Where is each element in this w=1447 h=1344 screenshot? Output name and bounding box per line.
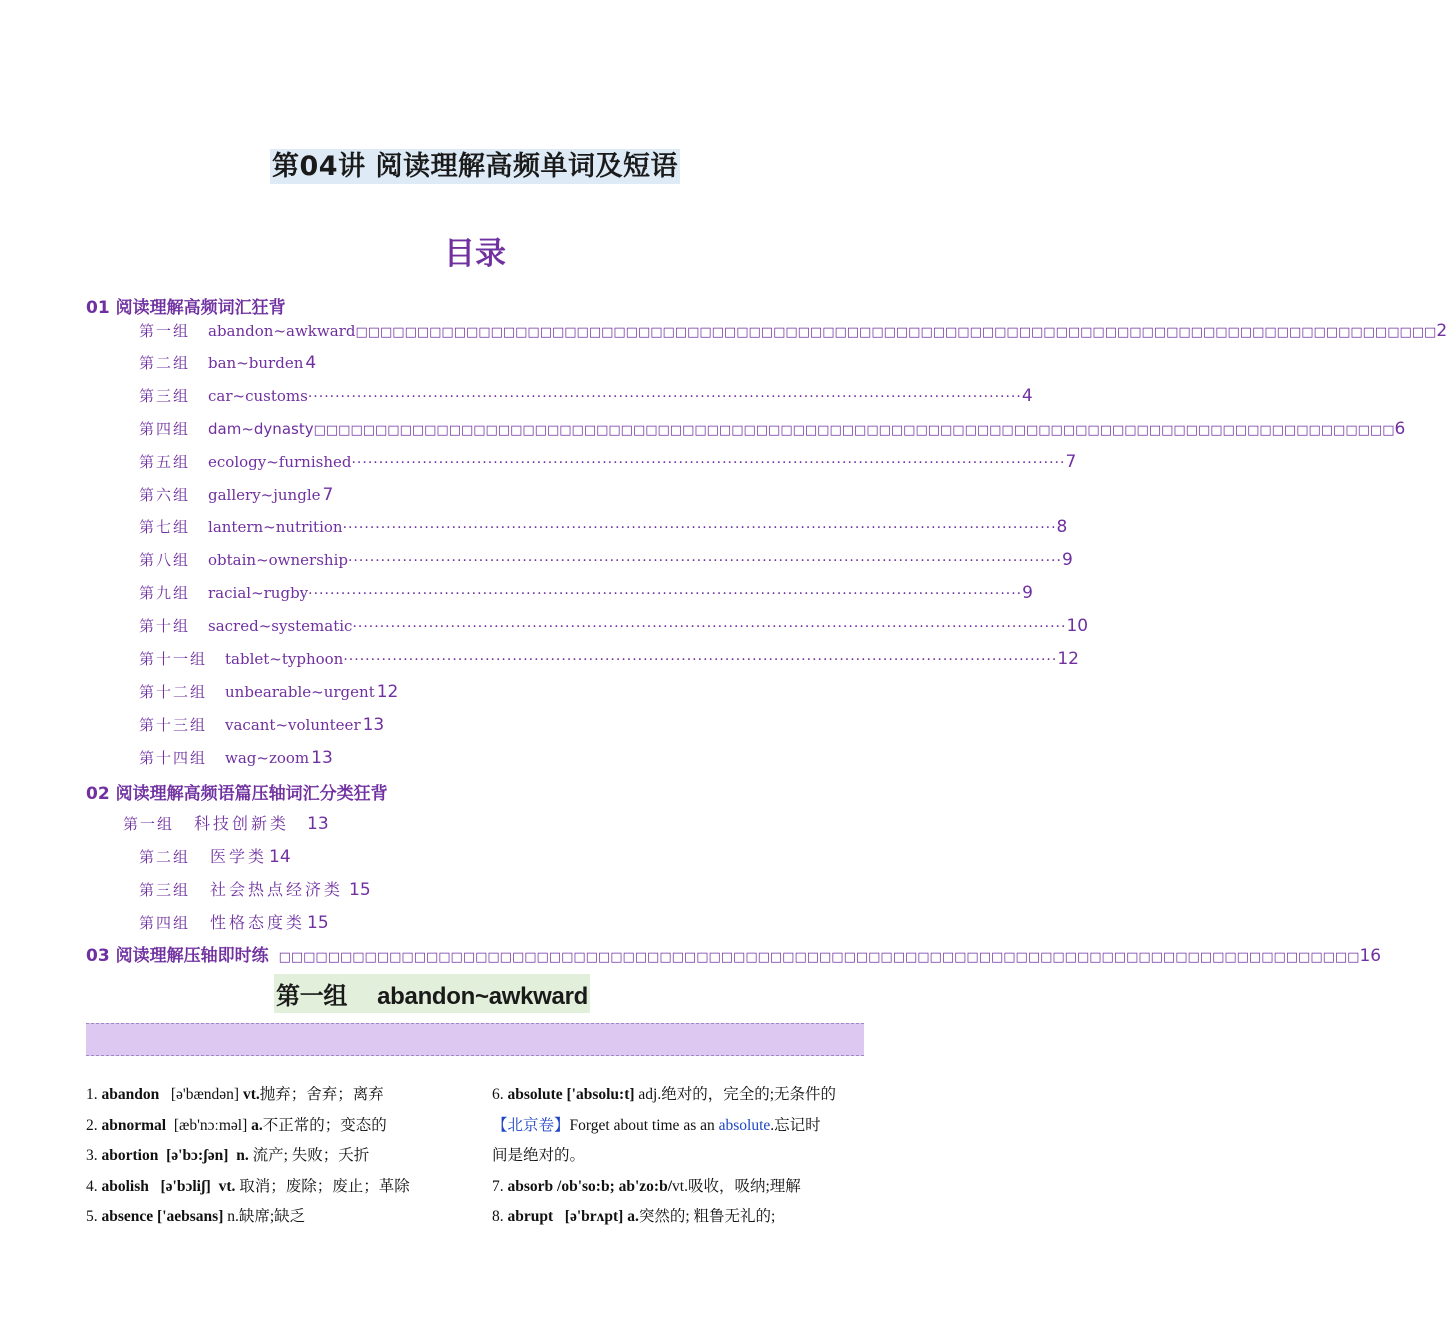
toc-page: 14: [269, 847, 291, 867]
toc-entry[interactable]: [139, 418, 1406, 442]
toc-page: 10: [1066, 616, 1089, 636]
toc-page: 9: [1022, 583, 1033, 603]
word-meaning: 突然的; 粗鲁无礼的;: [638, 1208, 776, 1225]
toc-entry[interactable]: [139, 320, 1447, 344]
toc-range: wag~zoom: [225, 749, 310, 767]
word-number: 1.: [86, 1086, 98, 1103]
toc-range: lantern~nutrition: [208, 518, 343, 536]
word-pos: vt.: [242, 1086, 260, 1103]
toc-range: dam~dynasty: [208, 420, 314, 438]
word-meaning: 流产; 失败；夭折: [252, 1147, 370, 1164]
toc-page: 6: [1394, 419, 1406, 439]
word-pos: a.: [251, 1116, 263, 1134]
toc-page: 12: [1057, 649, 1079, 669]
toc-entry[interactable]: [139, 747, 864, 771]
word-meaning: 不正常的；变态的: [262, 1116, 387, 1134]
word-phonetic: [æb'nɔːməl]: [173, 1116, 248, 1134]
toc-range: car~customs: [208, 387, 308, 405]
example-highlight: absolute: [718, 1116, 771, 1134]
toc-section-label: 03 阅读理解压轴即时练: [86, 946, 269, 966]
toc-group: 第十二组: [139, 683, 208, 701]
word-phonetic: [ə'bɔ:ʃən]: [166, 1147, 229, 1164]
toc-group: 第七组: [139, 518, 191, 536]
toc-group: 第二组: [139, 848, 191, 866]
word-meaning: 取消；废除；废止；革除: [239, 1177, 410, 1195]
toc-page: 13: [311, 748, 333, 768]
section-divider-band: [86, 1023, 864, 1056]
word-entry: [86, 1172, 466, 1203]
toc-leader: ···································································································································: [308, 586, 1023, 602]
word-phonetic: ['absolu:t]: [566, 1086, 635, 1103]
word-entry: [86, 1202, 466, 1233]
toc-section-01[interactable]: 01 阅读理解高频词汇狂背: [86, 298, 286, 318]
toc-leader: ···································································································································: [342, 520, 1057, 536]
toc-range: unbearable~urgent: [225, 683, 375, 701]
word-number: 4.: [86, 1177, 98, 1195]
toc-group: 第四组: [139, 914, 191, 932]
toc-group: 第五组: [139, 453, 191, 471]
toc-page: 13: [307, 814, 329, 834]
example-sentence: [492, 1111, 867, 1142]
word-pos: adj.: [638, 1086, 662, 1103]
toc-page: 13: [362, 715, 385, 735]
group-banner-range: abandon~awkward: [377, 983, 589, 1010]
toc-entry[interactable]: [139, 451, 1077, 475]
word-phonetic: [ə'bændən]: [170, 1086, 240, 1103]
toc-leader: □□□□□□□□□□□□□□□□□□□□□□□□□□□□□□□□□□□□□□□□□□□□□□□□□□□□□□□□□□□□□□□□□□□□□□□□□□□□□□□□□□□□□□□□: [355, 325, 1437, 340]
toc-group: 第二组: [139, 354, 191, 372]
toc-range: sacred~systematic: [208, 617, 353, 635]
toc-group: 第十四组: [139, 749, 208, 767]
toc-range: tablet~typhoon: [225, 650, 344, 668]
toc-page: 8: [1056, 517, 1068, 537]
word-entry: [86, 1111, 466, 1142]
toc-category: 医学类: [210, 847, 268, 866]
toc-leader: ···································································································································: [343, 652, 1058, 668]
toc-entry[interactable]: [139, 385, 1033, 409]
toc-leader: □□□□□□□□□□□□□□□□□□□□□□□□□□□□□□□□□□□□□□□□□□□□□□□□□□□□□□□□□□□□□□□□□□□□□□□□□□□□□□□□□□□□□□□□: [278, 950, 1360, 965]
word-headword: abolish: [101, 1177, 149, 1195]
word-number: 8.: [492, 1208, 504, 1225]
word-pos: a.: [627, 1208, 639, 1225]
example-sentence-cont: 间是绝对的。: [492, 1147, 586, 1164]
word-pos: n.: [236, 1147, 249, 1164]
toc-group: 第九组: [139, 584, 191, 602]
word-pos: vt.: [218, 1177, 236, 1195]
toc-range: abandon~awkward: [208, 322, 356, 340]
toc-entry[interactable]: [139, 352, 864, 376]
word-number: 2.: [86, 1116, 98, 1134]
word-headword: absence: [101, 1208, 154, 1225]
word-number: 5.: [86, 1208, 98, 1225]
toc-leader: ···································································································································: [352, 619, 1067, 635]
toc-entry[interactable]: [139, 582, 1033, 606]
toc-entry[interactable]: [139, 681, 864, 705]
toc-page: 9: [1061, 550, 1073, 570]
word-phonetic: ['aebsans]: [157, 1208, 224, 1225]
toc-section-03[interactable]: [86, 941, 1382, 966]
example-translation: .忘记时: [770, 1116, 821, 1134]
word-headword: abandon: [101, 1086, 160, 1103]
toc-range: racial~rugby: [208, 584, 309, 602]
word-list-right: [492, 1080, 867, 1233]
toc-leader: ···································································································································: [351, 455, 1066, 471]
toc-leader: ···································································································································: [347, 553, 1062, 569]
toc-group: 第十组: [139, 617, 191, 635]
word-meaning: 吸收，吸纳;理解: [687, 1177, 801, 1195]
group-banner-name: 第一组: [276, 983, 348, 1010]
word-number: 7.: [492, 1177, 504, 1195]
toc-category-entry[interactable]: [139, 877, 864, 901]
toc-category: 性格态度类: [210, 913, 306, 932]
toc-entry[interactable]: [139, 516, 1068, 540]
toc-category: 科技创新类: [194, 814, 290, 833]
document-title-text: 第04讲 阅读理解高频单词及短语: [272, 151, 678, 182]
word-headword: abrupt: [507, 1208, 554, 1225]
word-entry: [492, 1202, 867, 1233]
example-source: 【北京卷】: [492, 1116, 570, 1134]
toc-group: 第十三组: [139, 716, 208, 734]
toc-range: gallery~jungle: [208, 486, 321, 504]
toc-group: 第三组: [139, 881, 191, 899]
toc-page: 4: [305, 353, 317, 373]
word-headword: abnormal: [101, 1116, 167, 1134]
toc-page: 7: [1065, 452, 1077, 472]
toc-group: 第三组: [139, 387, 191, 405]
toc-category-entry[interactable]: [139, 910, 864, 934]
word-entry: [86, 1141, 466, 1172]
word-meaning: 绝对的，完全的;无条件的: [661, 1086, 837, 1103]
toc-heading: 目录: [444, 236, 506, 272]
toc-leader: □□□□□□□□□□□□□□□□□□□□□□□□□□□□□□□□□□□□□□□□□□□□□□□□□□□□□□□□□□□□□□□□□□□□□□□□□□□□□□□□□□□□□□□□: [313, 423, 1395, 438]
document-title: [0, 144, 950, 183]
toc-entry[interactable]: [139, 615, 1089, 639]
word-meaning: 缺席;缺乏: [238, 1208, 306, 1225]
word-entry: [492, 1172, 867, 1203]
toc-group: 第一组: [139, 322, 191, 340]
toc-entry[interactable]: [139, 549, 1073, 573]
toc-category-entry[interactable]: [139, 844, 864, 868]
toc-leader: ···································································································································: [307, 389, 1022, 405]
toc-entry[interactable]: [139, 484, 864, 508]
toc-range: ecology~furnished: [208, 453, 352, 471]
word-phonetic: [ə'bɔliʃ]: [160, 1177, 211, 1195]
toc-group: 第一组: [123, 815, 175, 833]
toc-page: 7: [322, 485, 334, 505]
group-banner: [274, 974, 590, 1013]
word-pos: vt.: [672, 1177, 688, 1195]
toc-group: 第八组: [139, 551, 191, 569]
toc-category-entry[interactable]: [123, 811, 864, 835]
word-entry: [86, 1080, 466, 1111]
toc-category: 社会热点经济类: [210, 880, 344, 899]
toc-entry[interactable]: [139, 648, 1079, 672]
word-number: 6.: [492, 1086, 504, 1103]
toc-range: vacant~volunteer: [225, 716, 361, 734]
word-entry: [492, 1080, 867, 1111]
word-headword: absolute: [507, 1086, 563, 1103]
toc-page: 2: [1436, 321, 1447, 341]
word-headword: absorb: [507, 1177, 554, 1195]
toc-page: 12: [376, 682, 399, 702]
example-text: Forget about time as an: [569, 1116, 719, 1134]
word-phonetic: /ob'so:b; ab'zo:b/: [557, 1177, 673, 1195]
toc-entry[interactable]: [139, 714, 864, 738]
word-list-left: [86, 1080, 466, 1233]
toc-group: 第十一组: [139, 650, 208, 668]
toc-range: obtain~ownership: [208, 551, 348, 569]
toc-page: 15: [307, 913, 329, 933]
word-number: 3.: [86, 1147, 98, 1164]
word-meaning: 抛弃；舍弃；离弃: [259, 1086, 384, 1103]
toc-section-02[interactable]: 02 阅读理解高频语篇压轴词汇分类狂背: [86, 784, 388, 804]
toc-group: 第四组: [139, 420, 191, 438]
toc-page: 4: [1021, 386, 1033, 406]
toc-page: 16: [1359, 946, 1382, 966]
word-headword: abortion: [101, 1147, 159, 1164]
word-pos: n.: [227, 1208, 239, 1225]
word-phonetic: [ə'brʌpt]: [564, 1208, 624, 1225]
toc-page: 15: [349, 880, 371, 900]
toc-group: 第六组: [139, 486, 191, 504]
toc-range: ban~burden: [208, 354, 304, 372]
